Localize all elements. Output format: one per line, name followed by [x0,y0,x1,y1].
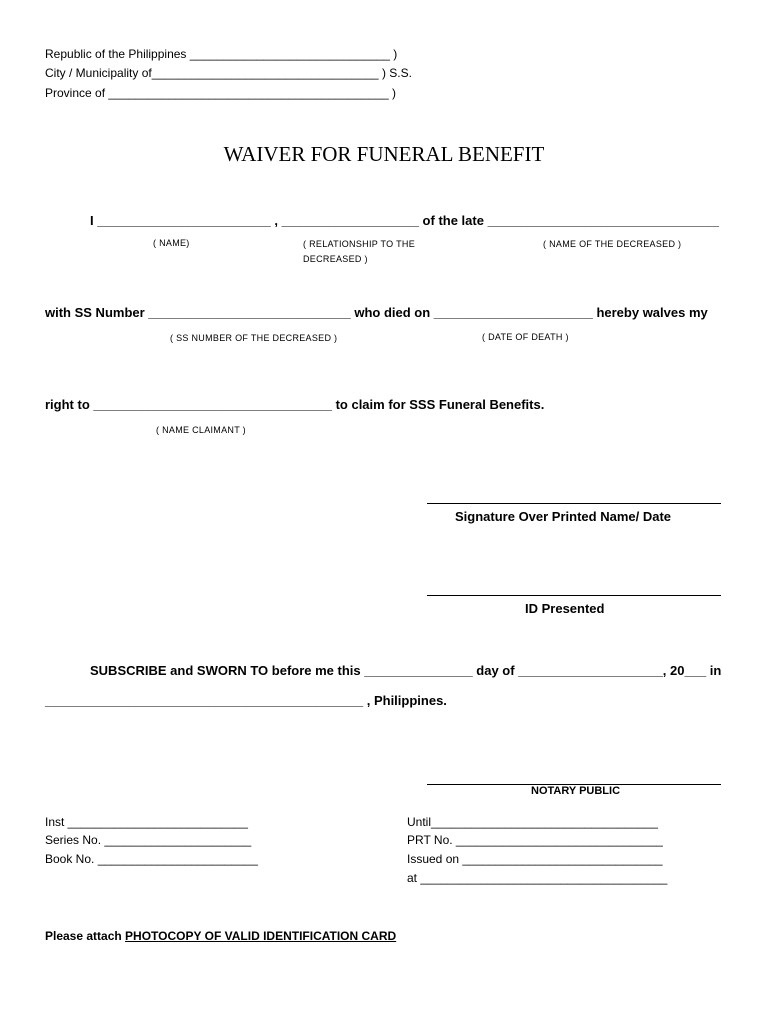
notary-issued-at: at _____________________________________ [407,871,668,885]
sworn-line-2: ____________________________________________ , Philippines. [45,693,447,708]
id-presented-line [427,595,721,596]
label-name-of-decreased: ( NAME OF THE DECREASED ) [543,239,682,249]
label-relationship-2: DECREASED ) [303,254,368,264]
attachment-note-prefix: Please attach [45,929,126,943]
notary-public-label: NOTARY PUBLIC [531,785,621,797]
id-presented-label: ID Presented [525,601,605,616]
notary-series-no: Series No. ______________________ [45,833,252,847]
label-name: ( NAME) [153,238,190,248]
notary-issued-on: Issued on ______________________________ [407,852,663,866]
right-to-line: right to _________________________________ to claim for SSS Funeral Benefits. [45,397,545,412]
attachment-note [45,929,396,943]
header-city-line: City / Municipality of__________________________________ ) S.S. [45,66,412,80]
signature-line [427,503,721,504]
label-date-of-death: ( DATE OF DEATH ) [482,332,569,342]
notary-prt-no: PRT No. _______________________________ [407,833,663,847]
label-relationship-1: ( RELATIONSHIP TO THE [303,239,415,249]
form-title: WAIVER FOR FUNERAL BENEFIT [223,142,545,166]
label-name-claimant: ( NAME CLAIMANT ) [156,425,246,435]
header-province-line: Province of __________________________________________ ) [45,86,396,100]
declarant-line: I ________________________ , ___________________ of the late ________________________________ [90,213,719,228]
header-republic-line: Republic of the Philippines ______________________________ ) [45,47,398,61]
notary-inst: Inst ___________________________ [45,815,248,829]
signature-label: Signature Over Printed Name/ Date [455,509,672,524]
sworn-line-1: SUBSCRIBE and SWORN TO before me this _______________ day of ____________________, 20___ in [90,663,722,678]
label-ss-number: ( SS NUMBER OF THE DECREASED ) [170,333,338,343]
attachment-note-emphasis: PHOTOCOPY OF VALID IDENTIFICATION CARD [125,929,397,943]
ss-number-line: with SS Number ____________________________ who died on ______________________ hereby walves my [45,305,708,320]
notary-book-no: Book No. ________________________ [45,852,258,866]
notary-until: Until__________________________________ [407,815,658,829]
